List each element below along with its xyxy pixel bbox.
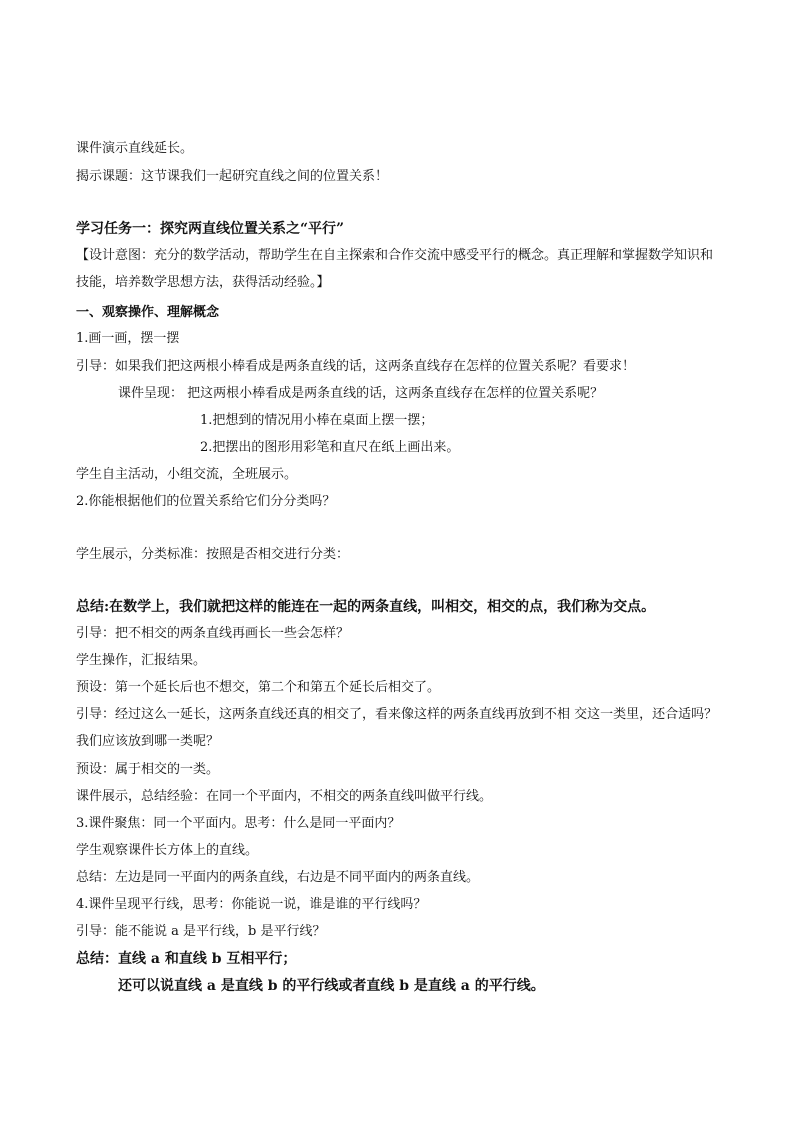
text-line: 引导：能不能说 a 是平行线，b 是平行线？ <box>76 924 326 939</box>
text-line: 预设：属于相交的一类。 <box>76 762 220 777</box>
design-intent-paragraph: 【设计意图：充分的数学活动，帮助学生在自主探索和合作交流中感受平行的概念。真正理解和掌握数学知识和技能，培养数学思想方法，获得活动经验。】 <box>76 248 714 290</box>
section-heading: 学习任务一：探究两直线位置关系之“平行” <box>76 221 345 237</box>
text-line: 引导：如果我们把这两根小棒看成是两条直线的话，这两条直线存在怎样的位置关系呢？看要求！ <box>76 359 636 374</box>
text-line: 学生观察课件长方体上的直线。 <box>76 843 259 858</box>
summary-line: 总结:在数学上，我们就把这样的能连在一起的两条直线，叫相交，相交的点，我们称为交点。 <box>76 599 656 615</box>
text-line: 引导：把不相交的两条直线再画长一些会怎样？ <box>76 626 350 641</box>
text-line: 总结：左边是同一平面内的两条直线，右边是不同平面内的两条直线。 <box>76 870 480 885</box>
text-line: 揭示课题：这节课我们一起研究直线之间的位置关系！ <box>76 169 389 184</box>
subsection-heading: 一、观察操作、理解概念 <box>76 305 220 320</box>
text-line: 1.把想到的情况用小棒在桌面上摆一摆； <box>200 413 434 428</box>
text-paragraph: 引导：经过这么一延长，这两条直线还真的相交了，看来像这样的两条直线再放到不相 交这一类里，还合适吗？我们应该放到哪一类呢？ <box>76 707 718 749</box>
text-line: 学生操作，汇报结果。 <box>76 653 207 668</box>
text-line: 1.画一画，摆一摆 <box>76 331 180 346</box>
text-line: 4.课件呈现平行线，思考：你能说一说，谁是谁的平行线吗？ <box>76 897 427 912</box>
text-line: 学生展示，分类标准：按照是否相交进行分类： <box>76 547 350 562</box>
text-line: 3.课件聚焦：同一个平面内。思考：什么是同一平面内？ <box>76 816 401 831</box>
text-line: 学生自主活动，小组交流，全班展示。 <box>76 467 298 482</box>
text-line: 2.你能根据他们的位置关系给它们分分类吗？ <box>76 494 336 509</box>
summary-line: 还可以说直线 a 是直线 b 的平行线或者直线 b 是直线 a 的平行线。 <box>118 978 545 994</box>
text-line: 课件演示直线延长。 <box>76 141 194 156</box>
text-line: 预设：第一个延长后也不想交，第二个和第五个延长后相交了。 <box>76 680 441 695</box>
text-line: 课件呈现： 把这两根小棒看成是两条直线的话，这两条直线存在怎样的位置关系呢？ <box>118 386 604 401</box>
text-line: 2.把摆出的图形用彩笔和直尺在纸上画出来。 <box>200 440 460 455</box>
summary-line: 总结：直线 a 和直线 b 互相平行； <box>76 951 297 967</box>
text-line: 课件展示，总结经验：在同一个平面内，不相交的两条直线叫做平行线。 <box>76 789 493 804</box>
